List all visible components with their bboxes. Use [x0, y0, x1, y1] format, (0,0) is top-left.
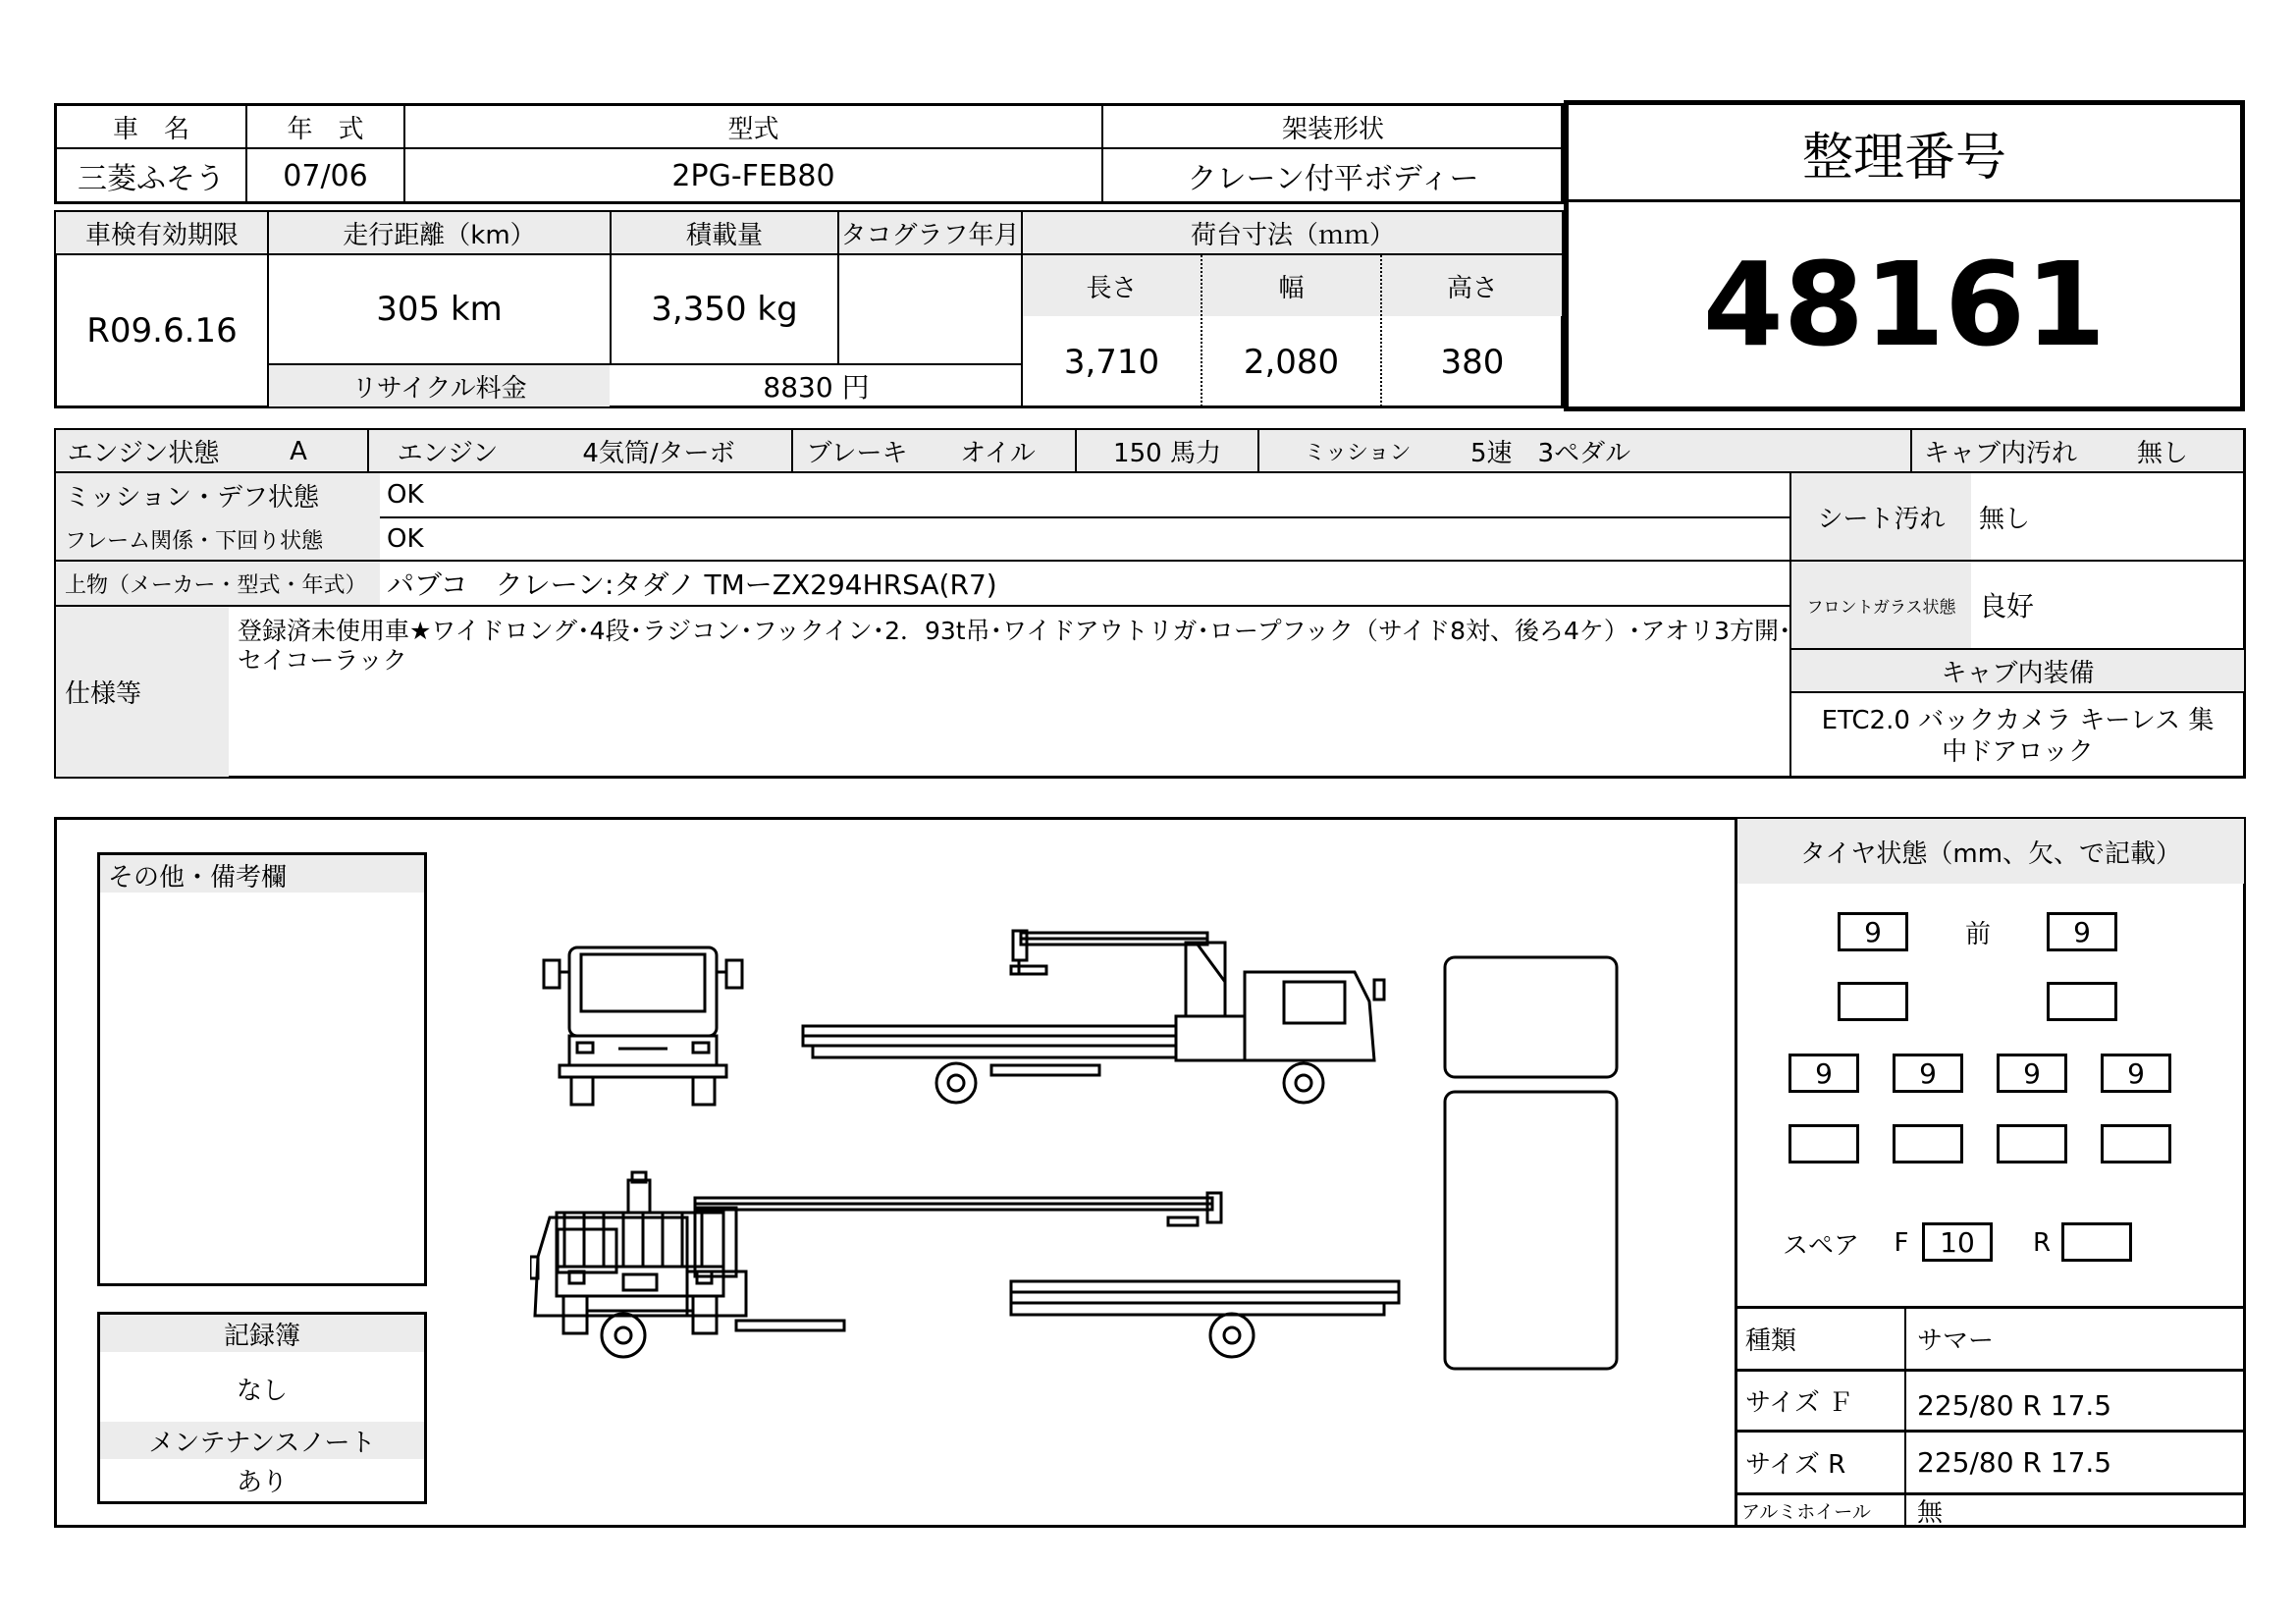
remarks-label: その他・備考欄 [108, 863, 288, 893]
frame-value: OK [387, 524, 424, 554]
tachograph-value [839, 255, 1021, 363]
tire-rear-3-inner [1997, 1124, 2067, 1163]
alumi-wheel-value: 無 [1917, 1498, 1944, 1528]
length-value: 3,710 [1063, 343, 1160, 382]
truck-side-view-right-icon [803, 931, 1384, 1103]
tire-type-label: 種類 [1745, 1326, 1797, 1356]
engine-label: エンジン [397, 439, 499, 468]
tire-size-r-value: 225/80 R 17.5 [1917, 1446, 2112, 1479]
tire-rear-4: 9 [2101, 1054, 2171, 1093]
mileage-label: 走行距離（km） [343, 221, 536, 250]
car-name: 三菱ふそう [78, 162, 225, 196]
cab-equipment-label: キャブ内装備 [1941, 658, 2095, 688]
inspection-label: 車検有効期限 [84, 221, 239, 250]
tire-rear-3: 9 [1997, 1054, 2067, 1093]
year-value: 07/06 [283, 158, 368, 193]
tire-front-left-extra [1838, 982, 1908, 1021]
spare-r-value [2061, 1222, 2132, 1262]
length-label: 長さ [1086, 273, 1138, 303]
maintenance-note-value: あり [236, 1467, 288, 1497]
truck-front-view-icon [544, 947, 742, 1105]
tire-front-left: 9 [1838, 912, 1908, 951]
horsepower-value: 150 馬力 [1113, 439, 1221, 468]
mission-label: ミッション [1304, 441, 1412, 465]
engine-state-label: エンジン状態 [67, 439, 220, 468]
cab-equipment-line-1: ETC2.0 バックカメラ キーレス 集 [1821, 705, 2215, 735]
cab-top-view-icon [1445, 957, 1617, 1077]
spare-f-value: 10 [1922, 1222, 1993, 1262]
reference-number-label: 整理番号 [1801, 128, 2006, 188]
upper-body-label: 上物（メーカー・型式・年式） [65, 572, 367, 598]
tire-front-right-extra [2047, 982, 2117, 1021]
spare-r-label: R [2032, 1228, 2052, 1258]
seat-dirt-label: シート汚れ [1817, 504, 1946, 534]
tire-type-value: サマー [1917, 1326, 1995, 1356]
brake-label: ブレーキ [806, 439, 908, 468]
engine-state-value: A [290, 436, 307, 466]
tachograph-label: タコグラフ年月 [840, 221, 1020, 250]
mission-diff-value: OK [387, 480, 424, 510]
record-book-label: 記録簿 [223, 1321, 300, 1351]
tire-state-title: タイヤ状態（mm、欠、で記載） [1799, 839, 2182, 869]
model-label: 型式 [727, 114, 779, 144]
mileage-value: 305 km [376, 290, 503, 329]
mission-value: 5速 3ペダル [1470, 439, 1631, 468]
load-label: 積載量 [685, 221, 763, 250]
inspection-date: R09.6.16 [86, 311, 238, 351]
tire-front-right: 9 [2047, 912, 2117, 951]
width-label: 幅 [1278, 273, 1305, 303]
load-value: 3,350 kg [651, 290, 798, 329]
tire-rear-1-inner [1789, 1124, 1859, 1163]
windshield-label: フロントガラス状態 [1806, 597, 1956, 618]
truck-side-view-left-icon [530, 1193, 1399, 1357]
frame-label: フレーム関係・下回り状態 [65, 528, 324, 554]
remarks-box [97, 852, 427, 1286]
model-value: 2PG-FEB80 [671, 158, 835, 193]
alumi-wheel-label: アルミホイール [1741, 1501, 1871, 1523]
width-value: 2,080 [1243, 343, 1340, 382]
tire-rear-2-inner [1893, 1124, 1963, 1163]
reference-number: 48161 [1702, 237, 2107, 372]
cab-dirt-label: キャブ内汚れ [1923, 439, 2077, 468]
cab-equipment-line-2: 中ドアロック [1942, 736, 2094, 767]
height-label: 高さ [1446, 273, 1498, 303]
front-label: 前 [1964, 919, 1991, 949]
car-name-label: 車 名 [112, 114, 189, 144]
recycle-label: リサイクル料金 [351, 373, 527, 404]
spec-line-1: 登録済未使用車★ワイドロング･4段･ラジコン･フックイン･2．93t吊･ワイドアウトリガ･ロープフック（サイド8対、後ろ4ケ）･アオリ3方開･ [238, 617, 1791, 645]
tire-rear-1: 9 [1789, 1054, 1859, 1093]
tire-rear-2: 9 [1893, 1054, 1963, 1093]
body-value: クレーン付平ボディー [1187, 162, 1479, 196]
maintenance-note-label: メンテナンスノート [148, 1428, 376, 1458]
engine-value: 4気筒/ターボ [582, 439, 735, 468]
spare-label: スペア [1782, 1230, 1859, 1261]
upper-body-value: パブコ クレーン:タダノ TMーZX294HRSA(R7) [387, 568, 997, 601]
tire-size-f-label: サイズ Ｆ [1745, 1388, 1854, 1418]
bed-dimensions-label: 荷台寸法（ｍｍ） [1190, 221, 1395, 250]
seat-dirt-value: 無し [1979, 504, 2031, 534]
brake-value: オイル [960, 439, 1036, 468]
cab-dirt-value: 無し [2136, 439, 2188, 468]
spec-line-2: セイコーラック [238, 646, 407, 675]
year-label: 年 式 [287, 114, 364, 144]
recycle-value: 8830 円 [763, 371, 870, 404]
spec-label: 仕様等 [65, 679, 142, 709]
windshield-value: 良好 [1979, 590, 2035, 622]
spare-f-label: F [1894, 1228, 1909, 1258]
tire-size-f-value: 225/80 R 17.5 [1917, 1389, 2112, 1422]
tire-rear-4-inner [2101, 1124, 2171, 1163]
mission-diff-label: ミッション・デフ状態 [65, 482, 319, 513]
bed-top-view-icon [1445, 1092, 1617, 1369]
truck-diagram [530, 923, 1639, 1375]
record-book-value: なし [236, 1376, 288, 1406]
tire-size-r-label: サイズ R [1745, 1450, 1846, 1480]
height-value: 380 [1440, 343, 1505, 382]
body-label: 架装形状 [1281, 114, 1384, 144]
